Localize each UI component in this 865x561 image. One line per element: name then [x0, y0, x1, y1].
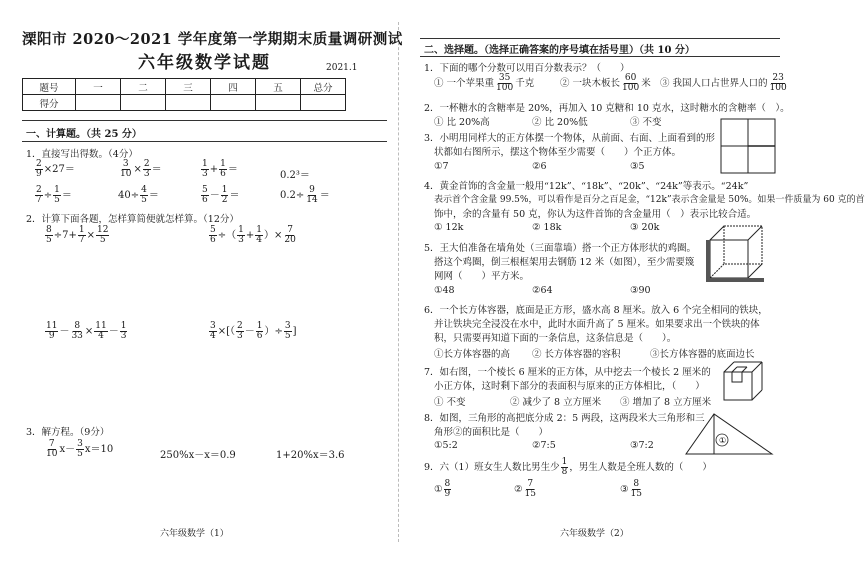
score-input-cell[interactable] — [301, 95, 346, 111]
numerator: 23 — [772, 73, 784, 83]
choice-option[interactable]: ③5 — [630, 161, 645, 172]
expr-text: ×27＝ — [43, 164, 75, 175]
calc-item — [34, 186, 72, 205]
expr-text: ＝ — [227, 164, 238, 175]
denominator: 3 — [238, 235, 244, 245]
option-text: ① 一个苹果重 — [434, 78, 495, 89]
expr-text: ＝ — [148, 190, 159, 201]
score-input-cell[interactable] — [76, 95, 121, 111]
denominator: 100 — [496, 83, 514, 93]
score-table — [22, 78, 346, 111]
expr-text: 0.2÷ — [280, 190, 305, 201]
operator: × — [133, 164, 142, 175]
choice-q4-prompt: 4．黄金首饰的含金量一般用“12k”、“18k”、“20k”、“24k”等表示。“24k” — [424, 181, 749, 192]
calc-item — [34, 160, 75, 179]
numerator: 7 — [527, 479, 534, 489]
section2-heading: 二、选择题。（选择正确答案的序号填在括号里）（共 10 分） — [424, 45, 695, 56]
numerator: 35 — [498, 73, 511, 83]
expr-text: ÷（ — [217, 230, 237, 241]
choice-option[interactable]: ③90 — [630, 285, 651, 296]
choice-q5-prompt-line: 网网（ ）平方米。 — [434, 271, 530, 282]
calc-item — [280, 186, 330, 205]
choice-option[interactable]: ①长方体容器的高 — [434, 349, 511, 360]
denominator: 5 — [284, 331, 291, 341]
denominator: 4 — [210, 331, 216, 341]
expr-text: ＝ — [61, 190, 72, 201]
option-text: ② — [514, 484, 523, 495]
numerator: 1 — [238, 225, 244, 235]
denominator: 3 — [120, 331, 127, 341]
operator: － — [244, 326, 255, 337]
numerator: 8 — [46, 225, 52, 235]
equation-item: 1+20%x＝3.6 — [276, 450, 345, 461]
page-footer: 六年级数学（1） — [160, 529, 229, 539]
operator: × — [86, 230, 95, 241]
numerator: 11 — [95, 321, 107, 331]
calc-item — [208, 322, 297, 341]
numerator: 5 — [202, 185, 208, 195]
numerator: 12 — [96, 225, 109, 235]
denominator: 9 — [444, 489, 451, 499]
operator: － — [59, 326, 70, 337]
calc-item — [200, 160, 238, 179]
choice-option[interactable]: ②6 — [532, 161, 547, 172]
numerator: 9 — [309, 185, 315, 195]
denominator: 20 — [284, 235, 296, 245]
denominator: 6 — [210, 235, 216, 245]
denominator: 10 — [120, 169, 132, 179]
choice-option[interactable]: ③长方体容器的底面边长 — [650, 349, 755, 360]
denominator: 4 — [98, 331, 104, 341]
denominator: 5 — [54, 195, 60, 205]
denominator: 33 — [71, 331, 83, 341]
expr-text: ×[（ — [217, 326, 236, 337]
denominator: 100 — [769, 83, 787, 93]
numerator: 2 — [36, 159, 42, 169]
choice-option[interactable]: ③7:2 — [630, 440, 654, 451]
numerator: 1 — [256, 225, 262, 235]
prompt-text: ，男生人数是全班人数的（ ） — [569, 462, 712, 473]
triangle-figure — [684, 412, 774, 456]
numerator: 11 — [46, 321, 58, 331]
operator: ÷ — [43, 190, 53, 201]
expr-text: x＝10 — [84, 444, 114, 455]
score-table-score-row — [23, 95, 346, 111]
denominator: 3 — [202, 169, 208, 179]
numerator: 1 — [561, 457, 568, 467]
choice-option[interactable]: ① 12k — [434, 222, 464, 233]
expr-text: ）× — [263, 230, 283, 241]
denominator: 6 — [202, 195, 208, 205]
numerator: 8 — [444, 479, 451, 489]
denominator: 2 — [221, 195, 228, 205]
calc-item — [118, 160, 162, 179]
numerator: 8 — [74, 321, 81, 331]
numerator: 7 — [287, 225, 293, 235]
calc-item — [208, 226, 298, 245]
numerator: 1 — [120, 321, 127, 331]
score-input-cell[interactable] — [121, 95, 166, 111]
numerator: 5 — [210, 225, 216, 235]
expr-text: ] — [292, 326, 297, 337]
numerator: 3 — [284, 321, 291, 331]
choice-option[interactable]: ② 18k — [532, 222, 562, 233]
option-text: ③ 我国人口占世界人口的 — [660, 78, 768, 89]
choice-q6-prompt-line: 并让铁块完全浸没在水中，此时水面升高了 5 厘米。如果要求出一个铁块的体 — [434, 319, 760, 330]
exam-date: 2021.1 — [326, 63, 358, 73]
choice-option[interactable]: ③ 不变 — [630, 117, 662, 128]
choice-q4-prompt-line: 饰中，余的含量有 50 克，你认为这件首饰的含金量用（ ）表示比较合适。 — [434, 209, 757, 220]
choice-option[interactable] — [620, 480, 644, 499]
choice-option[interactable]: ③ 增加了 8 立方厘米 — [620, 397, 712, 408]
score-cell: 三 — [166, 79, 211, 95]
score-cell: 得分 — [23, 95, 76, 111]
equation-item — [44, 440, 113, 459]
operator: － — [108, 326, 119, 337]
calc-item — [44, 322, 128, 341]
choice-q3-prompt: 3．小明用同样大的正方体摆一个物体，从前面、右面、上面看到的形 — [424, 133, 716, 144]
denominator: 4 — [256, 235, 262, 245]
expr-text: x－ — [59, 444, 76, 455]
choice-option[interactable]: ①7 — [434, 161, 449, 172]
choice-q8-prompt-line: 角形②的面积比是（ ） — [434, 427, 549, 438]
option-text: 千克 — [515, 78, 535, 89]
section-rule — [22, 141, 387, 142]
section1-heading: 一、计算题。（共 25 分） — [26, 129, 142, 140]
choice-q6-prompt-line: 积，只需要再知道下面的一条信息，这条信息是（ ）。 — [434, 333, 677, 344]
denominator: 5 — [77, 449, 83, 459]
numerator: 8 — [633, 479, 640, 489]
numerator: 2 — [36, 185, 42, 195]
numerator: 4 — [141, 185, 147, 195]
numerator: 60 — [624, 73, 637, 83]
choice-option[interactable]: ① 不变 — [434, 397, 466, 408]
question-1-prompt: 1．直接写出得数。（4分） — [26, 149, 138, 160]
choice-option[interactable] — [660, 74, 789, 93]
numerator: 1 — [54, 185, 60, 195]
numerator: 1 — [78, 225, 85, 235]
operator: + — [209, 164, 219, 175]
expr-text: ＝ — [229, 190, 240, 201]
choice-option[interactable] — [560, 74, 651, 93]
denominator: 7 — [78, 235, 85, 245]
expr-text: 40÷ — [118, 190, 140, 201]
denominator: 8 — [561, 467, 568, 477]
chicken-coop-cube-figure — [704, 222, 770, 284]
choice-q3-prompt-line: 状都如右图所示，摆这个物体至少需要（ ）个正方体。 — [434, 147, 682, 158]
option-text: 米 — [641, 78, 651, 89]
triangle-region-label: ① — [719, 436, 727, 445]
choice-option[interactable]: ②64 — [532, 285, 553, 296]
score-input-cell[interactable] — [166, 95, 211, 111]
choice-q7-prompt: 7．如右图，一个棱长 6 厘米的正方体，从中挖去一个棱长 2 厘米的 — [424, 367, 711, 378]
choice-option[interactable]: ③ 20k — [630, 222, 660, 233]
operator: + — [245, 230, 255, 241]
option-text: ① — [434, 484, 443, 495]
choice-option[interactable]: ②7:5 — [532, 440, 556, 451]
question-2-prompt: 2．计算下面各题，怎样算简便就怎样算。（12分） — [26, 214, 239, 225]
denominator: 7 — [36, 195, 42, 205]
denominator: 6 — [220, 169, 226, 179]
choice-q6-prompt: 6．一个长方体容器，底面是正方形，盛水高 8 厘米。放入 6 个完全相同的铁块， — [424, 305, 768, 316]
section-rule — [420, 56, 780, 57]
expr-text: ＝ — [151, 164, 162, 175]
numerator: 3 — [210, 321, 216, 331]
denominator: 5 — [46, 235, 52, 245]
choice-option[interactable] — [514, 480, 538, 499]
numerator: 2 — [237, 321, 243, 331]
choice-option[interactable]: ② 减少了 8 立方厘米 — [510, 397, 602, 408]
score-cell: 题号 — [23, 79, 76, 95]
choice-q5-prompt-line: 搭这个鸡圈，倒三根框架用去钢筋 12 米（如图），至少需要篾 — [434, 257, 695, 268]
denominator: 6 — [256, 331, 263, 341]
choice-q9-prompt — [424, 458, 712, 477]
numerator: 1 — [221, 185, 228, 195]
operator: × — [84, 326, 94, 337]
calc-item: 0.2³＝ — [280, 170, 310, 181]
page-divider — [398, 22, 399, 542]
numerator: 3 — [77, 439, 83, 449]
prompt-text: 9．六（1）班女生人数比男生少 — [424, 462, 560, 473]
choice-option[interactable]: ①48 — [434, 285, 455, 296]
score-input-cell[interactable] — [256, 95, 301, 111]
score-input-cell[interactable] — [211, 95, 256, 111]
numerator: 1 — [256, 321, 263, 331]
denominator: 5 — [141, 195, 147, 205]
choice-option[interactable]: ① 比 20%高 — [434, 117, 490, 128]
numerator: 1 — [202, 159, 208, 169]
page-footer: 六年级数学（2） — [560, 529, 629, 539]
exam-title: 溧阳市 2020～2021 学年度第一学期期末质量调研测试 — [22, 31, 403, 48]
denominator: 10 — [46, 449, 58, 459]
score-cell: 一 — [76, 79, 121, 95]
denominator: 15 — [630, 489, 642, 499]
choice-q1-prompt: 1．下面的哪个分数可以用百分数表示？（ ） — [424, 63, 630, 74]
choice-q8-prompt: 8．如图，三角形的高把底分成 2：5 两段，这两段米大三角形和三 — [424, 413, 705, 424]
cube-view-figure — [720, 118, 776, 174]
option-text: ③ — [620, 484, 629, 495]
score-cell: 总分 — [301, 79, 346, 95]
numerator: 3 — [122, 159, 129, 169]
numerator: 1 — [220, 159, 226, 169]
denominator: 3 — [237, 331, 243, 341]
section-rule — [420, 38, 780, 39]
numerator: 2 — [143, 159, 150, 169]
choice-q2-prompt: 2．一杯糖水的含糖率是 20%，再加入 10 克糖和 10 克水，这时糖水的含糖率（ ）。 — [424, 103, 790, 114]
denominator: 5 — [99, 235, 106, 245]
score-cell: 四 — [211, 79, 256, 95]
choice-option[interactable]: ①5:2 — [434, 440, 458, 451]
choice-q5-prompt: 5．王大伯准备在墙角处（三面靠墙）搭一个正方体形状的鸡圈。 — [424, 243, 697, 254]
expr-text: ＝ — [319, 190, 330, 201]
denominator: 14 — [306, 195, 318, 205]
choice-option[interactable]: ② 比 20%低 — [532, 117, 588, 128]
choice-option[interactable]: ② 长方体容器的容积 — [532, 349, 621, 360]
choice-option[interactable] — [434, 74, 534, 93]
denominator: 3 — [143, 169, 150, 179]
operator: － — [209, 190, 220, 201]
denominator: 9 — [48, 331, 55, 341]
expr-text: ÷7+ — [53, 230, 77, 241]
score-cell: 二 — [121, 79, 166, 95]
section-rule — [22, 120, 387, 121]
denominator: 100 — [622, 83, 640, 93]
exam-subtitle: 六年级数学试题 — [138, 53, 271, 73]
option-text: ② 一块木板长 — [560, 78, 621, 89]
choice-q7-prompt-line: 小正方体，这时剩下部分的表面积与原来的正方体相比，（ ） — [434, 381, 705, 392]
score-table-header-row — [23, 79, 346, 95]
denominator: 15 — [524, 489, 536, 499]
hollowed-cube-figure — [720, 360, 764, 402]
numerator: 7 — [48, 439, 55, 449]
choice-option[interactable] — [434, 480, 452, 499]
calc-item — [44, 226, 110, 245]
question-3-prompt: 3．解方程。（9分） — [26, 427, 110, 438]
denominator: 9 — [36, 169, 42, 179]
equation-item: 250%x－x＝0.9 — [160, 450, 236, 461]
calc-item — [118, 186, 159, 205]
calc-item — [200, 186, 239, 205]
choice-q4-prompt-line: 表示首个含金量 99.5%，可以看作是百分之百足金，“12k”表示含金量是 50%。如果一件质量为 60 克的首 — [434, 195, 865, 205]
expr-text: ）÷ — [264, 326, 283, 337]
score-cell: 五 — [256, 79, 301, 95]
